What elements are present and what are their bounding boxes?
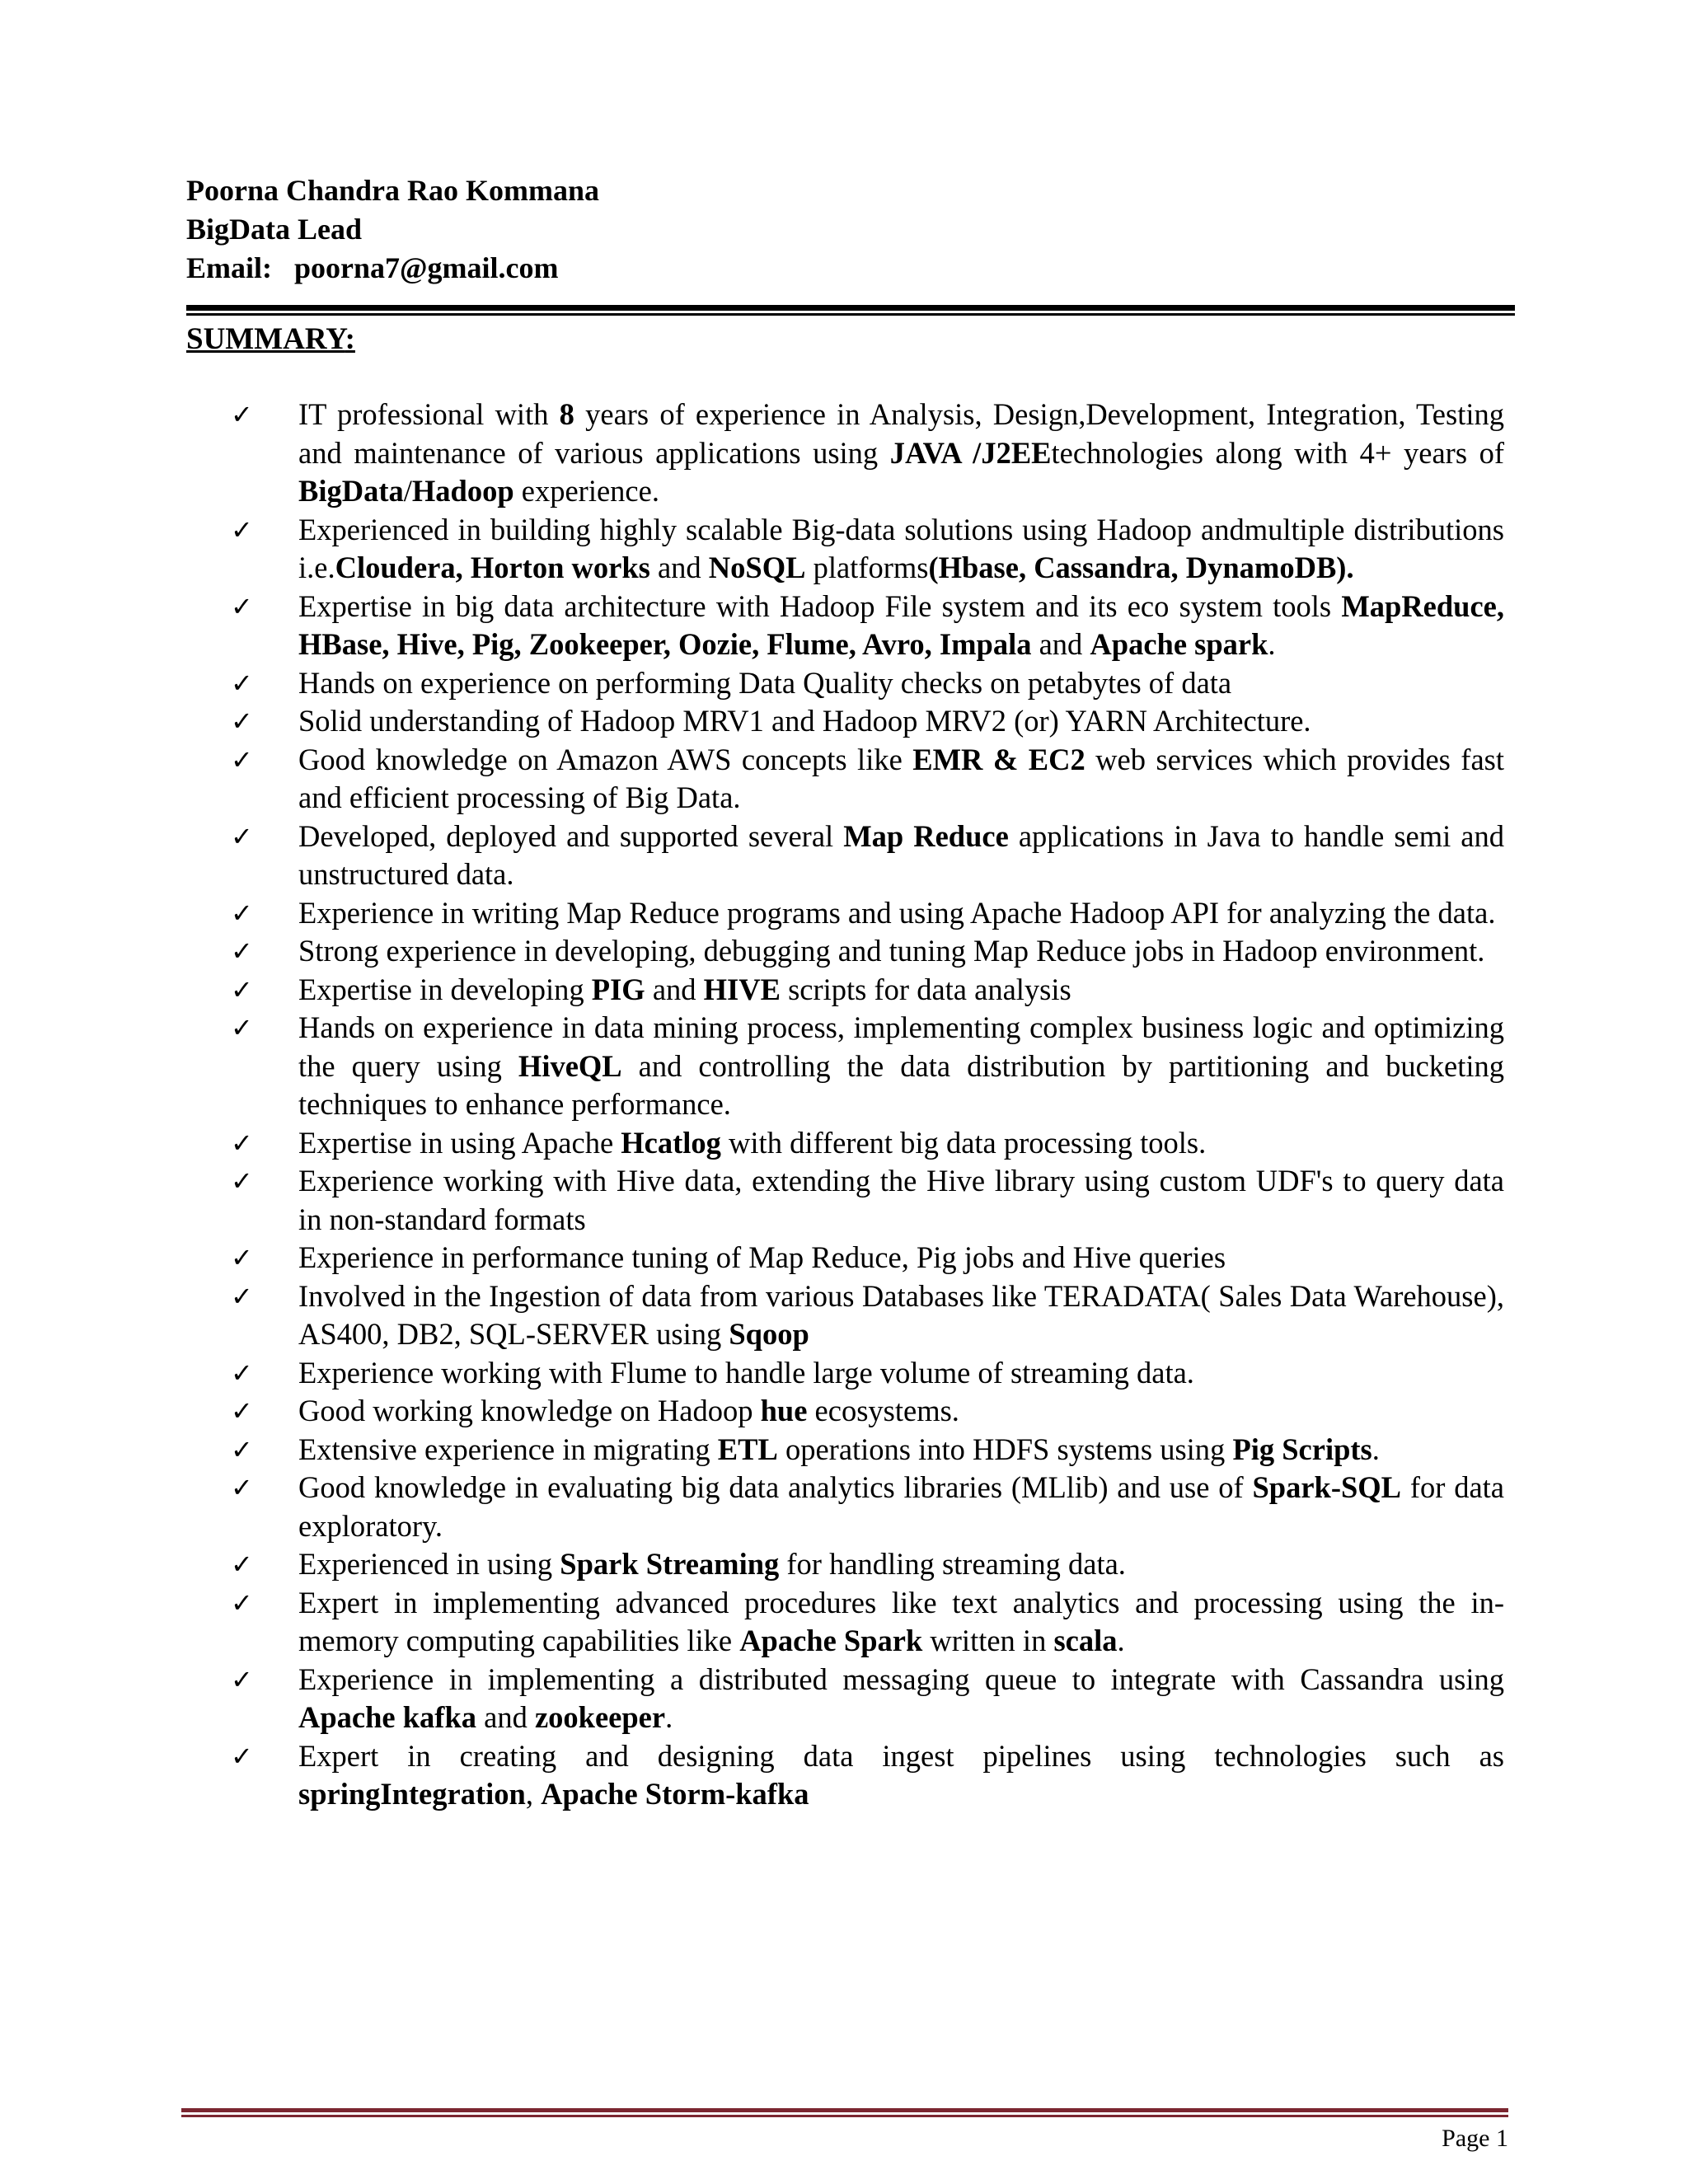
summary-item-text: Experience in implementing a distributed messaging queue to integrate with Cassandra using (298, 1661, 1504, 1696)
checkmark-icon: ✓ (231, 667, 253, 699)
summary-item-text: with different big data processing tools. (720, 1125, 1207, 1160)
summary-item-keyword: Pig Scripts (1232, 1432, 1372, 1466)
summary-item-keyword: Hcatlog (621, 1125, 721, 1160)
summary-item-keyword: springIntegration (298, 1777, 526, 1811)
email-line (186, 249, 1505, 288)
checkmark-icon: ✓ (231, 1012, 253, 1043)
summary-heading (186, 321, 355, 357)
summary-item-keyword: HIVE (703, 972, 781, 1006)
summary-item-text: Good knowledge on Amazon AWS concepts like (298, 742, 913, 776)
summary-item (231, 588, 1504, 664)
summary-item-text: IT professional with (298, 397, 560, 431)
summary-item (231, 1737, 1504, 1814)
email-address[interactable]: poorna7@gmail.com (294, 251, 559, 284)
summary-item-text: Experience working with Hive data, extending the Hive library using custom UDF's to query data in non-standard formats (298, 1164, 1504, 1236)
summary-item-text: Good knowledge in evaluating big data analytics libraries (MLlib) and use of (298, 1470, 1253, 1504)
summary-item-text: scripts for data analysis (780, 972, 1071, 1006)
candidate-role: BigData Lead (186, 213, 363, 246)
summary-item-text: Good working knowledge on Hadoop (298, 1394, 761, 1427)
summary-item-text: and (476, 1700, 535, 1734)
summary-item (231, 396, 1504, 511)
summary-item-keyword: Apache Spark (739, 1624, 923, 1657)
summary-item-keyword: MapReduce, HBase, Hive, Pig, Zookeeper, Oozie, Flume, Avro, Impala (298, 588, 1504, 661)
checkmark-icon: ✓ (231, 1586, 253, 1619)
checkmark-icon: ✓ (231, 1395, 253, 1427)
summary-item-text: Expert in implementing advanced procedures like text analytics and processing using the in-memory computing capabilities like (298, 1585, 1504, 1657)
summary-item-keyword: BigData (298, 474, 404, 508)
summary-item (231, 1124, 1504, 1163)
header-divider-thin (186, 313, 1515, 316)
summary-item-text: Solid understanding of Hadoop MRV1 and Hadoop MRV2 (or) YARN Architecture. (298, 704, 1311, 738)
checkmark-icon: ✓ (231, 399, 253, 430)
checkmark-icon: ✓ (231, 1549, 253, 1580)
summary-item-text: written in (922, 1624, 1054, 1657)
summary-item-keyword: hue (760, 1394, 808, 1427)
summary-item (231, 1277, 1504, 1354)
summary-item (231, 1661, 1504, 1737)
checkmark-icon: ✓ (231, 1472, 253, 1503)
footer-divider-thick (181, 2108, 1508, 2112)
summary-item-text: Hands on experience on performing Data Quality checks on petabytes of data (298, 665, 1232, 700)
summary-item-text: for handling streaming data. (779, 1547, 1126, 1581)
summary-item-keyword: EMR & EC2 (912, 742, 1085, 776)
summary-item-text: applications in Java to handle semi and unstructured data. (298, 818, 1504, 891)
summary-item-keyword: zookeeper (534, 1700, 666, 1734)
checkmark-icon: ✓ (231, 743, 253, 776)
summary-item-text: years of experience in Analysis, Design,Development, Integration, Testing and maintenance of various applications using (298, 397, 1504, 470)
summary-item (231, 1392, 1504, 1431)
summary-item-text: Experience in performance tuning of Map Reduce, Pig jobs and Hive queries (298, 1240, 1226, 1274)
summary-item (231, 702, 1504, 741)
checkmark-icon: ✓ (231, 1433, 253, 1465)
summary-item-keyword: Map Reduce (843, 818, 1009, 853)
summary-item-text: experience. (513, 474, 659, 508)
checkmark-icon: ✓ (231, 590, 253, 622)
summary-item-keyword: ETL (717, 1432, 778, 1466)
summary-item-keyword: HiveQL (518, 1048, 622, 1083)
summary-item-text: for data exploratory. (298, 1470, 1504, 1543)
summary-item-text: Expertise in using Apache (298, 1125, 621, 1160)
checkmark-icon: ✓ (231, 820, 253, 852)
summary-item (231, 932, 1504, 971)
summary-item-keyword: Apache kafka (298, 1700, 476, 1734)
summary-item-keyword: scala (1053, 1624, 1118, 1657)
summary-item (231, 1239, 1504, 1277)
summary-heading-colon: : (345, 322, 355, 356)
summary-item-text: Expert in creating and designing data ingest pipelines using technologies such as (298, 1738, 1504, 1773)
summary-item-text: platforms (805, 551, 929, 584)
summary-item (231, 1469, 1504, 1545)
checkmark-icon: ✓ (231, 1165, 253, 1197)
checkmark-icon: ✓ (231, 935, 253, 967)
summary-item-keyword: Spark-SQL (1252, 1470, 1402, 1504)
summary-item-text: and (1031, 627, 1090, 661)
summary-item-text: Experienced in building highly scalable Big-data solutions using Hadoop andmultiple distributions i.e. (298, 512, 1504, 584)
summary-item-text: , (525, 1777, 542, 1811)
checkmark-icon: ✓ (231, 1242, 253, 1273)
summary-item-keyword: Apache spark (1090, 627, 1268, 661)
summary-item-text: Experienced in using (298, 1547, 560, 1581)
summary-item (231, 664, 1504, 703)
summary-item-text: and (649, 551, 709, 584)
summary-item-keyword: PIG (591, 972, 645, 1006)
summary-item (231, 1584, 1504, 1661)
summary-item (231, 971, 1504, 1010)
page-number: Page 1 (1442, 2125, 1508, 2152)
summary-item (231, 741, 1504, 818)
summary-item-text: Experience working with Flume to handle large volume of streaming data. (298, 1355, 1194, 1390)
summary-item (231, 894, 1504, 933)
summary-item-keyword: Spark Streaming (560, 1547, 780, 1581)
summary-item (231, 1354, 1504, 1393)
checkmark-icon: ✓ (231, 1280, 253, 1312)
checkmark-icon: ✓ (231, 973, 253, 1005)
summary-item-text: Strong experience in developing, debugging and tuning Map Reduce jobs in Hadoop environment. (298, 934, 1485, 968)
summary-item-keyword: (Hbase, Cassandra, DynamoDB). (928, 551, 1354, 584)
checkmark-icon: ✓ (231, 1357, 253, 1389)
summary-item (231, 818, 1504, 894)
summary-item-text: technologies along with 4+ years of (1051, 435, 1504, 470)
summary-item-text: Developed, deployed and supported several (298, 818, 844, 853)
summary-item-keyword: 8 (559, 397, 574, 431)
summary-item-text: / (403, 474, 412, 508)
summary-list (231, 396, 1504, 1814)
summary-item-keyword: Apache Storm-kafka (541, 1777, 809, 1811)
summary-item-keyword: JAVA /J2EE (889, 435, 1052, 470)
resume-header (186, 171, 1505, 288)
summary-item-keyword: Hadoop (411, 474, 514, 508)
header-divider-thick (186, 305, 1515, 311)
summary-item-text: Experience in writing Map Reduce programs and using Apache Hadoop API for analyzing the data. (298, 895, 1496, 930)
summary-item (231, 1162, 1504, 1239)
summary-item-text: and (645, 972, 704, 1006)
summary-item-text: and controlling the data distribution by partitioning and bucketing techniques to enhance performance. (298, 1048, 1505, 1121)
summary-item-text: . (1268, 627, 1276, 661)
summary-item-text: web services which provides fast and efficient processing of Big Data. (298, 742, 1505, 814)
summary-heading-text: SUMMARY (186, 322, 345, 356)
checkmark-icon: ✓ (231, 1127, 253, 1159)
summary-item-keyword: NoSQL (708, 551, 806, 584)
checkmark-icon: ✓ (231, 513, 253, 546)
summary-item (231, 1431, 1504, 1469)
checkmark-icon: ✓ (231, 1663, 253, 1695)
summary-item-text: ecosystems. (807, 1394, 959, 1427)
summary-item-text: Involved in the Ingestion of data from various Databases like TERADATA( Sales Data Warehouse), AS400, DB2, SQL-SERVER using (298, 1278, 1504, 1351)
summary-item-text: . (1117, 1624, 1125, 1657)
email-label: Email: (186, 251, 272, 284)
summary-item-text: Extensive experience in migrating (298, 1432, 718, 1466)
checkmark-icon: ✓ (231, 897, 253, 929)
summary-item (231, 511, 1504, 588)
summary-item-text: Hands on experience in data mining process, implementing complex business logic and optimizing the query using (298, 1010, 1504, 1083)
candidate-name: Poorna Chandra Rao Kommana (186, 174, 600, 207)
summary-item-keyword: Cloudera, Horton works (335, 551, 650, 584)
summary-item-text: . (665, 1700, 673, 1734)
checkmark-icon: ✓ (231, 705, 253, 737)
summary-item (231, 1009, 1504, 1124)
summary-item (231, 1545, 1504, 1584)
summary-item-text: Expertise in big data architecture with Hadoop File system and its eco system tools (298, 588, 1342, 623)
summary-item-text: operations into HDFS systems using (777, 1432, 1233, 1466)
footer-divider-thin (181, 2115, 1508, 2117)
summary-item-text: Expertise in developing (298, 972, 592, 1006)
summary-item-keyword: Sqoop (729, 1317, 809, 1351)
checkmark-icon: ✓ (231, 1740, 253, 1772)
summary-item-text: . (1372, 1432, 1380, 1466)
